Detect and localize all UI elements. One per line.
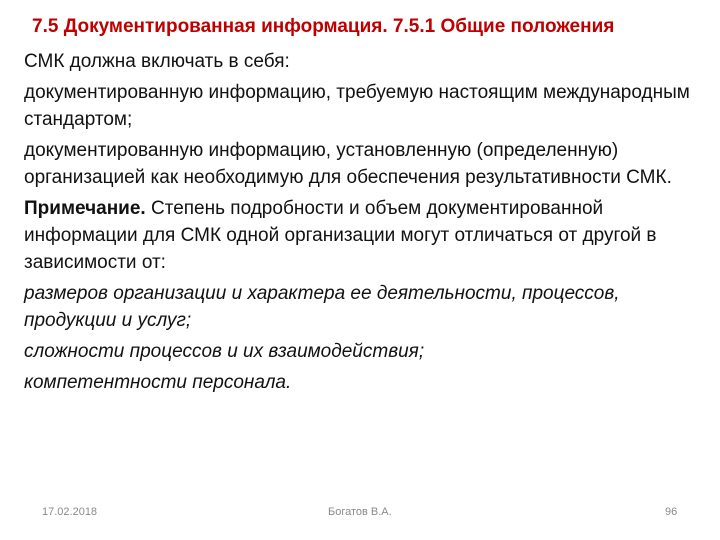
- note-label: Примечание.: [24, 198, 146, 219]
- footer-page-number: 96: [665, 506, 678, 518]
- paragraph-size: [24, 280, 700, 334]
- paragraph-competence: [24, 369, 700, 396]
- paragraph-intro: СМК должна включать в себя:: [24, 51, 290, 72]
- footer-date: 17.02.2018: [42, 506, 98, 518]
- paragraph-size-text: размеров организации и характера ее деятельности, процессов, продукции и услуг;: [24, 283, 620, 331]
- paragraph-required-info: документированную информацию, требуемую настоящим международным стандартом;: [24, 82, 690, 130]
- paragraph-complexity-text: сложности процессов и их взаимодействия;: [24, 341, 425, 362]
- paragraph-organization-info: документированную информацию, установленную (определенную) организацией как необходимую для обеспечения результативности СМК.: [24, 140, 672, 188]
- slide-title: 7.5 Документированная информация. 7.5.1 Общие положения: [32, 16, 615, 37]
- slide-body: [24, 48, 700, 400]
- paragraph-complexity: [24, 338, 700, 365]
- footer-author: Богатов В.А.: [328, 506, 392, 518]
- note-text: Степень подробности и объем документированной информации для СМК одной организации могут отличаться от другой в зависимости от:: [24, 198, 657, 273]
- paragraph-competence-text: компетентности персонала.: [24, 372, 292, 393]
- paragraph-note: [24, 195, 700, 276]
